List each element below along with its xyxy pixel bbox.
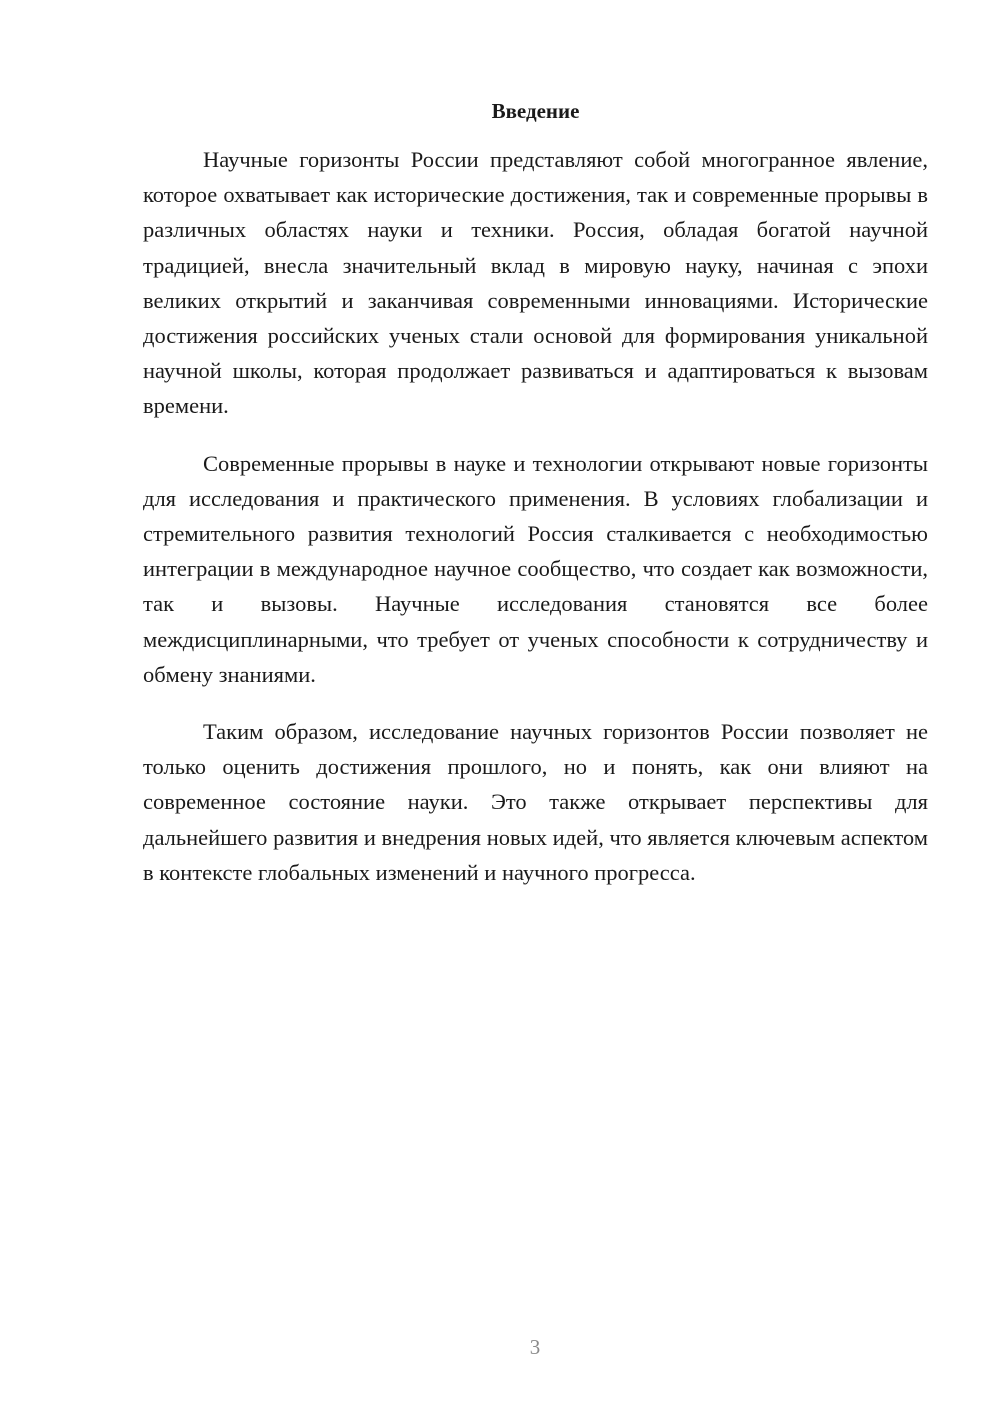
section-heading: Введение bbox=[491, 99, 580, 123]
paragraph-3: Таким образом, исследование научных горизонтов России позволяет не только оценить достижения прошлого, но и понять, как они влияют на современное состояние науки. Это также открывает перспективы для дальнейшего развития и внедрения новых идей, что является ключевым аспектом в контексте глобальных изменений и научного прогресса. bbox=[143, 719, 928, 885]
paragraph-1: Научные горизонты России представляют собой многогранное явление, которое охватывает как исторические достижения, так и современные прорывы в различных областях науки и техники. Россия, обладая богатой научной традицией, внесла значительный вклад в мировую науку, начиная с эпохи великих открытий и заканчивая современными инновациями. Исторические достижения российских ученых стали основой для формирования уникальной научной школы, которая продолжает развиваться и адаптироваться к вызовам времени. bbox=[143, 147, 928, 419]
paragraph-2: Современные прорывы в науке и технологии открывают новые горизонты для исследования и практического применения. В условиях глобализации и стремительного развития технологий Россия сталкивается с необходимостью интеграции в международное научное сообщество, что создает как возможности, так и вызовы. Научные исследования становятся все более междисциплинарными, что требует от ученых способности к сотрудничеству и обмену знаниями. bbox=[143, 450, 928, 687]
page-content bbox=[143, 96, 928, 890]
page-number: 3 bbox=[529, 1335, 541, 1359]
